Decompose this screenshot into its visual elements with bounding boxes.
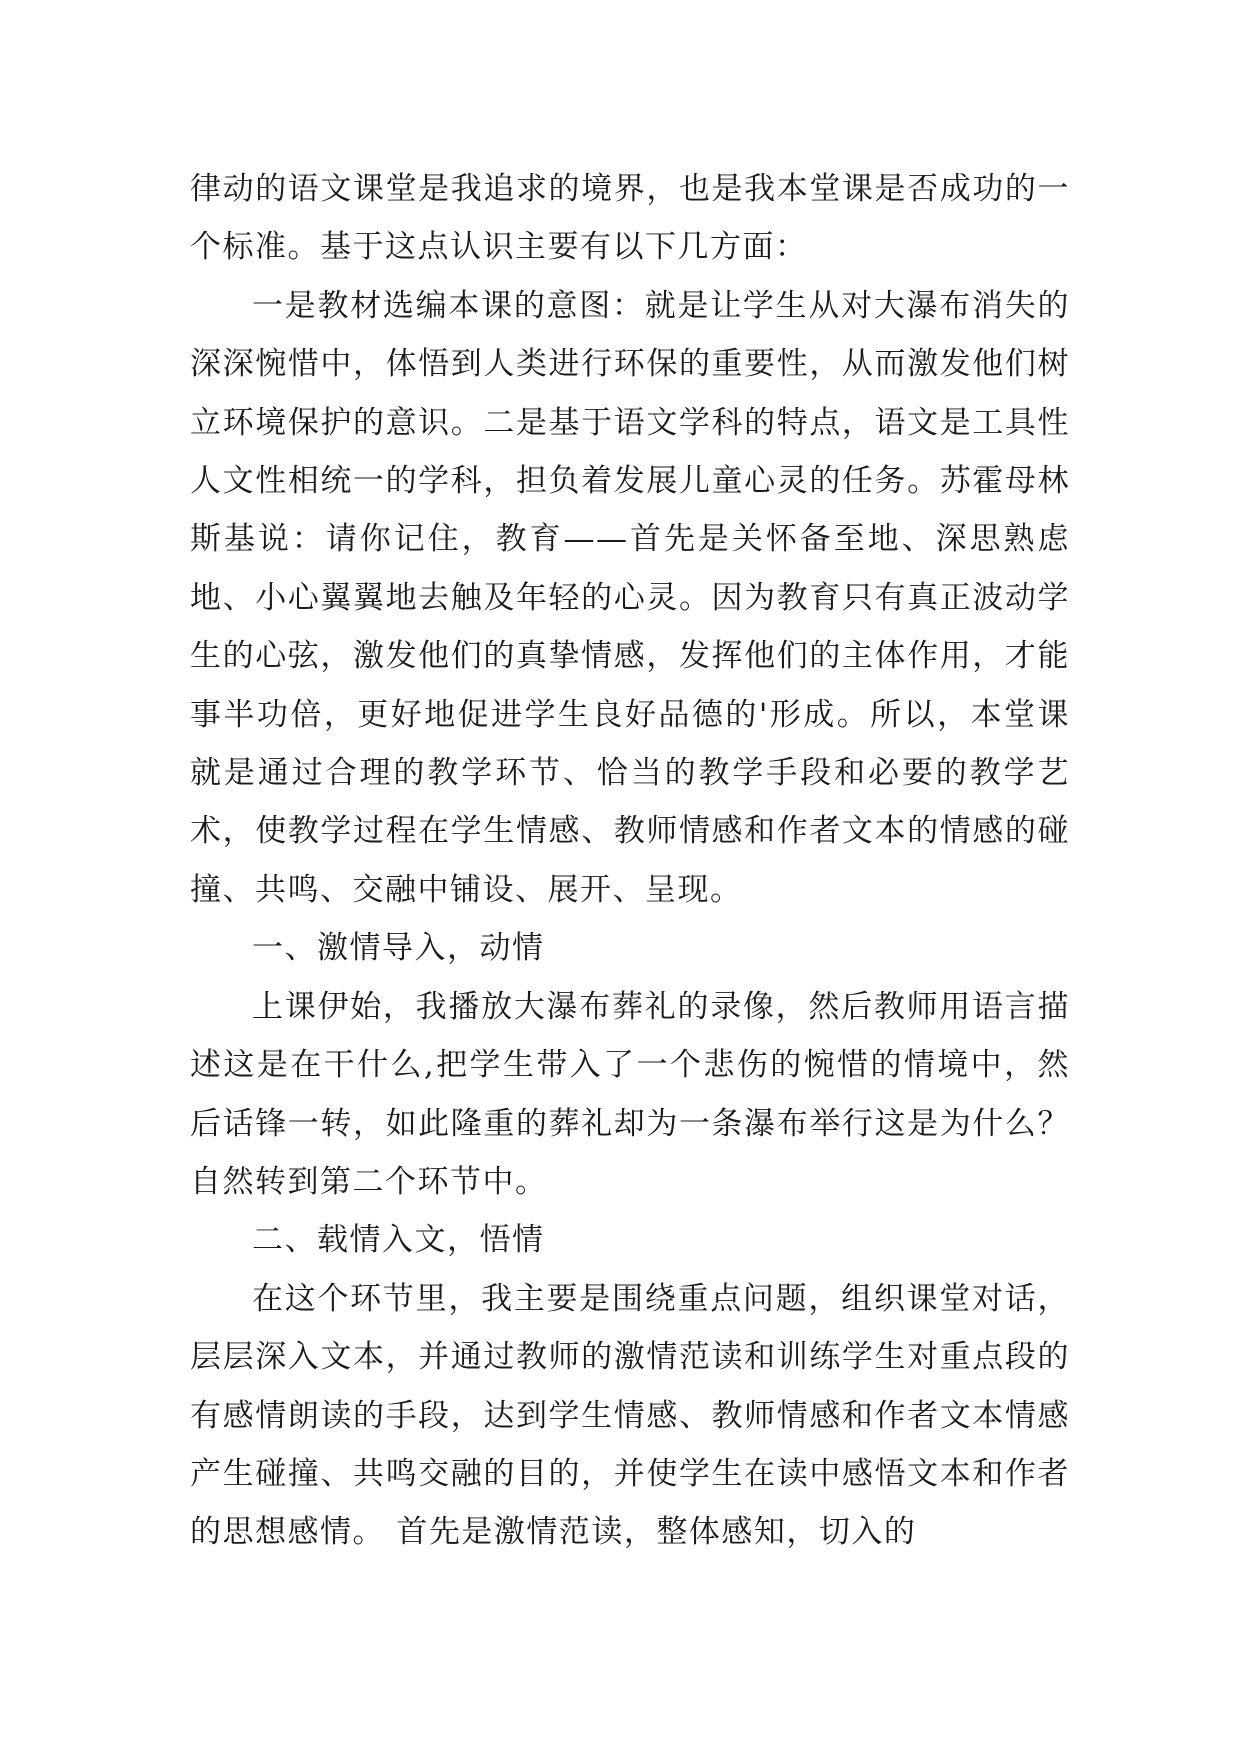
section-heading-2: 二、载情入文，悟情 [252,1222,545,1259]
section-heading-1: 一、激情导入，动情 [252,930,545,967]
paragraph-section-2: 在这个环节里，我主要是围绕重点问题，组织课堂对话，层层深入文本，并通过教师的激情范读和训练学生对重点段的有感情朗读的手段，达到学生情感、教师情感和作者文本情感产生碰撞、共鸣交融的目的，并使学生在读中感悟文本和作者的思想感情。 首先是激情范读，整体感知，切入的 [190,1280,1070,1551]
paragraph-intent: 一是教材选编本课的意图：就是让学生从对大瀑布消失的深深惋惜中，体悟到人类进行环保的重要性，从而激发他们树立环境保护的意识。二是基于语文学科的特点，语文是工具性人文性相统一的学科，担负着发展儿童心灵的任务。苏霍母林斯基说：请你记住，教育——首先是关怀备至地、深思熟虑地、小心翼翼地去触及年轻的心灵。因为教育只有真正波动学生的心弦，激发他们的真挚情感，发挥他们的主体作用，才能事半功倍，更好地促进学生良好品德的'形成。所以，本堂课就是通过合理的教学环节、恰当的教学手段和必要的教学艺术，使教学过程在学生情感、教师情感和作者文本的情感的碰撞、共鸣、交融中铺设、展开、呈现。 [190,287,1070,908]
paragraph-section-1: 上课伊始，我播放大瀑布葬礼的录像，然后教师用语言描述这是在干什么,把学生带入了一个悲伤的惋惜的情境中，然后话锋一转，如此隆重的葬礼却为一条瀑布举行这是为什么？自然转到第二个环节中。 [190,988,1070,1200]
document-body [190,160,1070,1562]
paragraph-intro: 律动的语文课堂是我追求的境界，也是我本堂课是否成功的一个标准。基于这点认识主要有以下几方面： [190,171,1070,266]
